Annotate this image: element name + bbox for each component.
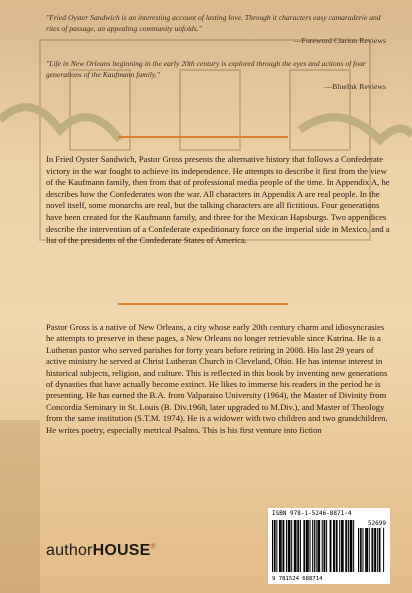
- barcode-bar: [298, 520, 299, 572]
- barcode-bar: [350, 520, 351, 572]
- barcode-bars: [272, 520, 386, 572]
- barcode-bar: [316, 520, 317, 572]
- barcode-bar: [274, 520, 275, 572]
- book-description: In Fried Oyster Sandwich, Pastor Gross presents the alternative history that follows a Confederate victory in the war fought to achieve its independence. He attempts to describe it first from the view of the Kaufmann family, then from that of professional media people of the time. In Appendix A, he describes how the Confederates won the war. All characters in Appendix A are real people. In the novel itself, some monarchs are real, but the talking characters are all fictitious. Four generations have been created for the Kaufmann family, and three for the Mexican Hapsburgs. Two appendices describe the intervention of a Confederate expeditionary force on the imperial side in Mexico, and a list of the presidents of the Confederate States of America.: [46, 154, 390, 246]
- author-bio: Pastor Gross is a native of New Orleans, a city whose early 20th century charm and idiosyncrasies he attempts to preserve in these pages, a New Orleans no longer retrievable since Katrina. He is a Lutheran pastor who served parishes for forty years before retiring in 2008. His last 29 years of active ministry he served at Christ Lutheran Church in Cleveland, Ohio. He has intense interest in historical subjects, religion, and culture. This is reflected in this book by inventing new generations of dynasties that have actually become extinct. He likes to immerse his readers in the period he is presenting. He has earned the B.A. from Valparaiso University (1964), the Master of Divinity from Concordia Seminary in St. Louis (B. Div.1968, later upgraded to M.Div.), and Master of Theology from the same institution (S.T.M. 1974). He is a widower with two children and two grandchildren. He writes poetry, especially metrical Psalms. This is his first venture into fiction: [46, 322, 388, 435]
- barcode-addon-bar: [369, 528, 370, 572]
- barcode-bar: [282, 520, 283, 572]
- barcode-bar: [353, 520, 354, 572]
- barcode-bar: [308, 520, 309, 572]
- barcode-bar: [289, 520, 290, 572]
- barcode-addon-bar: [366, 528, 367, 572]
- barcode-addon-bar: [374, 528, 375, 572]
- barcode-bar: [297, 520, 298, 572]
- barcode-bar: [336, 520, 337, 572]
- barcode-bar: [323, 520, 324, 572]
- barcode-addon-bar: [377, 528, 378, 572]
- barcode-bar: [330, 520, 331, 572]
- barcode-bar: [330, 520, 331, 572]
- barcode-bar: [288, 520, 289, 572]
- barcode-bar: [334, 520, 335, 572]
- barcode-bar: [279, 520, 280, 572]
- barcode-addon-bar: [375, 528, 376, 572]
- barcode-bar: [289, 520, 290, 572]
- barcode-bar: [343, 520, 344, 572]
- barcode-bar: [306, 520, 307, 572]
- barcode-bar: [314, 520, 315, 572]
- barcode-bar: [275, 520, 276, 572]
- divider-top: [118, 136, 288, 138]
- publisher-name-part1: author: [46, 542, 93, 559]
- barcode-addon-bar: [379, 528, 380, 572]
- barcode-bar: [276, 520, 277, 572]
- barcode-bar: [295, 520, 296, 572]
- barcode-bar: [283, 520, 284, 572]
- barcode-bar: [326, 520, 327, 572]
- barcode-bar: [345, 520, 346, 572]
- quote-source: —Foreword Clarion Reviews: [293, 36, 386, 45]
- barcode-bar: [303, 520, 304, 572]
- barcode-bar: [341, 520, 342, 572]
- barcode-bar: [291, 520, 292, 572]
- quote-text: "Fried Oyster Sandwich is an interesting account of lasting love. Through it characters easy camaraderie and rites of passage, an appealing community unfolds.": [46, 13, 381, 33]
- barcode-addon-bar: [362, 528, 363, 572]
- barcode-addon-bar: [372, 528, 373, 572]
- barcode-bar: [318, 520, 319, 572]
- barcode-bar: [304, 520, 305, 572]
- barcode-bar: [272, 520, 273, 572]
- barcode-bar: [339, 520, 340, 572]
- barcode-addon-bar: [383, 528, 384, 572]
- review-quote: [46, 12, 386, 46]
- barcode-bar: [281, 520, 282, 572]
- barcode-addon-bar: [365, 528, 366, 572]
- barcode-bar: [342, 520, 343, 572]
- barcode-bar: [319, 520, 320, 572]
- review-quote: [46, 58, 386, 92]
- publisher-name-part2: HOUSE: [92, 542, 151, 559]
- review-quotes: [46, 12, 386, 92]
- barcode-bar: [351, 520, 352, 572]
- divider-middle: [118, 303, 288, 305]
- barcode-bar: [312, 520, 313, 572]
- barcode-bar: [280, 520, 281, 572]
- barcode-addon-bar: [360, 528, 361, 572]
- isbn-barcode: [268, 508, 390, 584]
- quote-text: "Life in New Orleans beginning in the early 20th century is explored through the eyes and actions of four generations of the Kaufmann family.": [46, 59, 366, 79]
- publisher-logo: [46, 542, 156, 560]
- isbn-label: ISBN 978-1-5246-8871-4: [272, 510, 352, 517]
- barcode-bar: [310, 520, 311, 572]
- barcode-bar: [286, 520, 287, 572]
- barcode-addon-bar: [367, 528, 368, 572]
- price-code: 52699: [367, 520, 386, 527]
- barcode-bar: [300, 520, 301, 572]
- barcode-bar: [317, 520, 318, 572]
- barcode-bar: [296, 520, 297, 572]
- barcode-bar: [337, 520, 338, 572]
- barcode-bar: [294, 520, 295, 572]
- barcode-bar: [324, 520, 325, 572]
- barcode-addon-bar: [380, 528, 381, 572]
- barcode-digits: 9 781524 688714: [272, 576, 323, 582]
- barcode-addon-bar: [371, 528, 372, 572]
- barcode-bar: [322, 520, 323, 572]
- barcode-bar: [307, 520, 308, 572]
- barcode-bar: [333, 520, 334, 572]
- barcode-bar: [348, 520, 349, 572]
- quote-source: —BlueInk Reviews: [324, 82, 386, 91]
- barcode-addon-bar: [361, 528, 362, 572]
- barcode-addon-bar: [358, 528, 359, 572]
- barcode-bar: [351, 520, 352, 572]
- registered-mark: ®: [150, 543, 156, 551]
- barcode-bar: [346, 520, 347, 572]
